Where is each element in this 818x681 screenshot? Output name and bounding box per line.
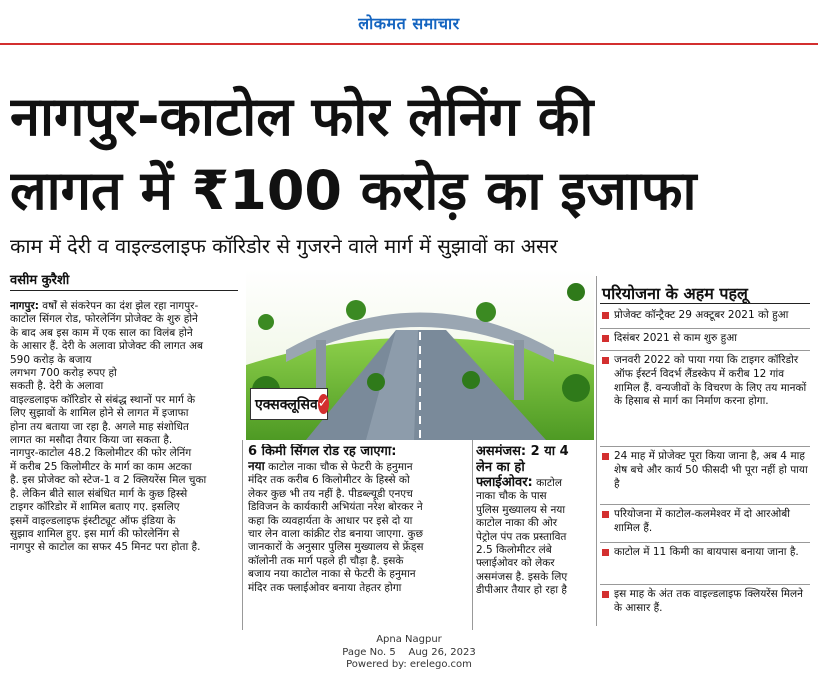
right-line-6: असमंजस है. इसके लिए bbox=[476, 570, 568, 583]
middle-line-2: लेकर कुछ भी तय नहीं है. पीडब्ल्यूडी एनएच bbox=[248, 487, 413, 500]
middle-line-6: जानकारों के अनुसार पुलिस मुख्यालय से फ्रेंड्स bbox=[248, 541, 424, 554]
highlight-item bbox=[602, 354, 808, 409]
right-line-4: 2.5 किलोमीटर लंबे bbox=[476, 544, 552, 557]
left-line-3: के आसार हैं. देरी के अलावा प्रोजेक्ट की लागत अब bbox=[10, 340, 203, 353]
bullet-square-icon bbox=[602, 335, 609, 342]
left-line-14: है. लेकिन बीते साल संबंधित मार्ग के कुछ हिस्से bbox=[10, 487, 188, 500]
highlight-separator bbox=[600, 584, 810, 585]
highlight-item bbox=[602, 546, 808, 560]
highlights-title: परियोजना के अहम पहलू bbox=[602, 284, 748, 303]
column-divider-2 bbox=[472, 440, 473, 630]
highlight-item bbox=[602, 309, 808, 323]
headline-line-2: लागत में ₹100 करोड़ का इजाफा bbox=[10, 159, 697, 222]
left-line-10: लागत का मसौदा तैयार किया जा सकता है. bbox=[10, 434, 173, 447]
right-line-0: नाका चौक के पास bbox=[476, 490, 547, 503]
bullet-square-icon bbox=[602, 511, 609, 518]
footer-page-date: Page No. 5 Aug 26, 2023 bbox=[342, 646, 476, 658]
right-text-column bbox=[476, 444, 592, 624]
middle-line-1: मंदिर तक करीब 6 किलोमीटर के हिस्से को bbox=[248, 474, 410, 487]
byline: वसीम कुरैशी bbox=[10, 273, 70, 288]
left-line-6: सकती है. देरी के अलावा bbox=[10, 380, 104, 393]
bullet-square-icon bbox=[602, 549, 609, 556]
right-line-3: पेट्रोल पंप तक प्रस्तावित bbox=[476, 530, 567, 543]
left-line-2: के बाद अब इस काम में एक साल का विलंब होने bbox=[10, 326, 193, 339]
left-line-12: में करीब 25 किलोमीटर के मार्ग का काम अटका bbox=[10, 460, 192, 473]
bullet-square-icon bbox=[602, 312, 609, 319]
left-line-17: सुझाव शामिल हुए. इस मार्ग की फोरलेनिंग से bbox=[10, 527, 180, 540]
highlight-separator bbox=[600, 350, 810, 351]
exclusive-label: एक्सक्लूसिव bbox=[255, 396, 318, 413]
highlight-item bbox=[602, 450, 808, 491]
byline-rule bbox=[10, 290, 238, 291]
subheadline: काम में देरी व वाइल्डलाइफ कॉरिडोर से गुजरने वाले मार्ग में सुझावों का असर bbox=[10, 234, 558, 258]
highlight-separator bbox=[600, 542, 810, 543]
left-line-15: टाइगर कॉरिडोर में शामिल बताए गए. इसलिए bbox=[10, 501, 180, 514]
middle-line-7: कॉलोनी तक मार्ग पहले ही चौड़ा है. इसके bbox=[248, 554, 404, 567]
right-line-1: पुलिस मुख्यालय से नया bbox=[476, 503, 566, 516]
highlight-item bbox=[602, 508, 808, 536]
left-line-8: लिए सुझावों के शामिल होने से लागत में इजाफा bbox=[10, 407, 189, 420]
left-line-13: है. इस प्रोजेक्ट को स्टेज-1 व 2 क्लियरेंस मिल चुका bbox=[10, 474, 207, 487]
footer-edition: Apna Nagpur bbox=[376, 634, 442, 645]
masthead-title: लोकमत समाचार bbox=[358, 14, 460, 33]
middle-line-0: काटोल नाका चौक से फेटरी के हनुमान bbox=[264, 461, 413, 473]
middle-heading: 6 किमी सिंगल रोड रह जाएगा: bbox=[248, 444, 397, 459]
right-line-2: काटोल नाका की ओर bbox=[476, 517, 558, 530]
highlight-separator bbox=[600, 504, 810, 505]
page-footer bbox=[300, 634, 518, 672]
highlight-text: प्रोजेक्ट कॉन्ट्रैक्ट 29 अक्टूबर 2021 को हुआ bbox=[614, 309, 789, 321]
bullet-square-icon bbox=[602, 453, 609, 460]
bullet-square-icon bbox=[602, 591, 609, 598]
highlight-text: काटोल में 11 किमी का बायपास बनाया जाना है. bbox=[614, 546, 799, 558]
highlight-text: दिसंबर 2021 से काम शुरु हुआ bbox=[614, 332, 737, 344]
left-line-9: होना तय बताया जा रहा है. अगले माह संशोधित bbox=[10, 420, 189, 433]
left-line-16: इसमें वाइल्डलाइफ इंस्टीट्यूट ऑफ इंडिया के bbox=[10, 514, 176, 527]
headline-line-1: नागपुर-काटोल फोर लेनिंग की bbox=[10, 85, 594, 148]
right-heading-1: असमंजस: 2 या 4 bbox=[476, 444, 569, 459]
highlight-item bbox=[602, 332, 808, 346]
footer-powered-by: Powered by: erelego.com bbox=[346, 659, 472, 670]
left-line-5: लगभग 700 करोड़ रुपए हो bbox=[10, 367, 117, 380]
middle-line-8: बजाय नया काटोल नाका से फेटरी के हनुमान bbox=[248, 568, 416, 581]
middle-line-5: चार लेन वाला कांक्रीट रोड बनाया जाएगा. कुछ bbox=[248, 528, 423, 541]
highlight-text: परियोजना में काटोल-कलमेश्वर में दो आरओबी शामिल हैं. bbox=[614, 508, 790, 534]
highlights-divider bbox=[596, 276, 597, 626]
bullet-square-icon bbox=[602, 357, 609, 364]
middle-line-3: डिविजन के कार्यकारी अभियंता नरेश बोरकर ने bbox=[248, 501, 423, 514]
column-divider-1 bbox=[242, 440, 243, 630]
highlights-title-rule bbox=[600, 303, 810, 304]
dateline: नागपुर: bbox=[10, 300, 39, 312]
highlight-separator bbox=[600, 446, 810, 447]
middle-column bbox=[248, 444, 468, 624]
middle-line-9: मंदिर तक फ्लाईओवर बनाया तेहतर होगा bbox=[248, 581, 402, 594]
masthead-rule bbox=[0, 43, 818, 45]
right-line-7: डीपीआर तैयार हो रहा है bbox=[476, 584, 567, 597]
highlight-separator bbox=[600, 328, 810, 329]
right-heading-tail: काटोल bbox=[532, 477, 562, 489]
headline bbox=[10, 80, 810, 228]
left-line-11: नागपुर-काटोल 48.2 किलोमीटर की फोर लेनिंग bbox=[10, 447, 192, 460]
masthead bbox=[0, 0, 818, 44]
middle-line-4: कहा कि व्यवहार्यता के आधार पर इसे दो या bbox=[248, 514, 413, 527]
left-line-7: वाइल्डलाइफ कॉरिडोर से संबंद्ध स्थानों पर मार्ग के bbox=[10, 393, 196, 406]
check-circle-icon: ✓ bbox=[318, 394, 329, 414]
exclusive-badge bbox=[250, 388, 328, 420]
left-column bbox=[10, 300, 238, 620]
left-line-18: नागपुर से काटोल का सफर 45 मिनट परा होता है. bbox=[10, 541, 201, 554]
right-heading-3: फ्लाईओवर: bbox=[476, 475, 533, 490]
highlight-text: 24 माह में प्रोजेक्ट पूरा किया जाना है, अब 4 माह शेष बचे और कार्य 50 फीसदी भी पूरा नहीं हो पाया है bbox=[614, 450, 808, 490]
highlight-text: इस माह के अंत तक वाइल्डलाइफ क्लियरेंस मिलने के आसार हैं. bbox=[614, 588, 803, 614]
middle-lead: नया bbox=[248, 459, 265, 473]
left-line-1: काटोल सिंगल रोड, फोरलेनिंग प्रोजेक्ट के शुरु होने bbox=[10, 313, 198, 326]
right-line-5: फ्लाईओवर को लेकर bbox=[476, 557, 555, 570]
left-line-4: 590 करोड़ के बजाय bbox=[10, 353, 92, 366]
right-heading-2: लेन का हो bbox=[476, 460, 525, 475]
left-line-0: वर्षों से संकरेपन का दंश झेल रहा नागपुर- bbox=[38, 300, 199, 312]
highlight-text: जनवरी 2022 को पाया गया कि टाइगर कॉरिडोर ऑफ ईस्टर्न विदर्भ लैंडस्केप में करीब 12 गांव शामिल हैं. वन्यजीवों के विचरण के लिए तय मानकों के हिसाब से मार्ग का निर्माण करना होगा. bbox=[614, 354, 807, 408]
highlight-item bbox=[602, 588, 808, 616]
